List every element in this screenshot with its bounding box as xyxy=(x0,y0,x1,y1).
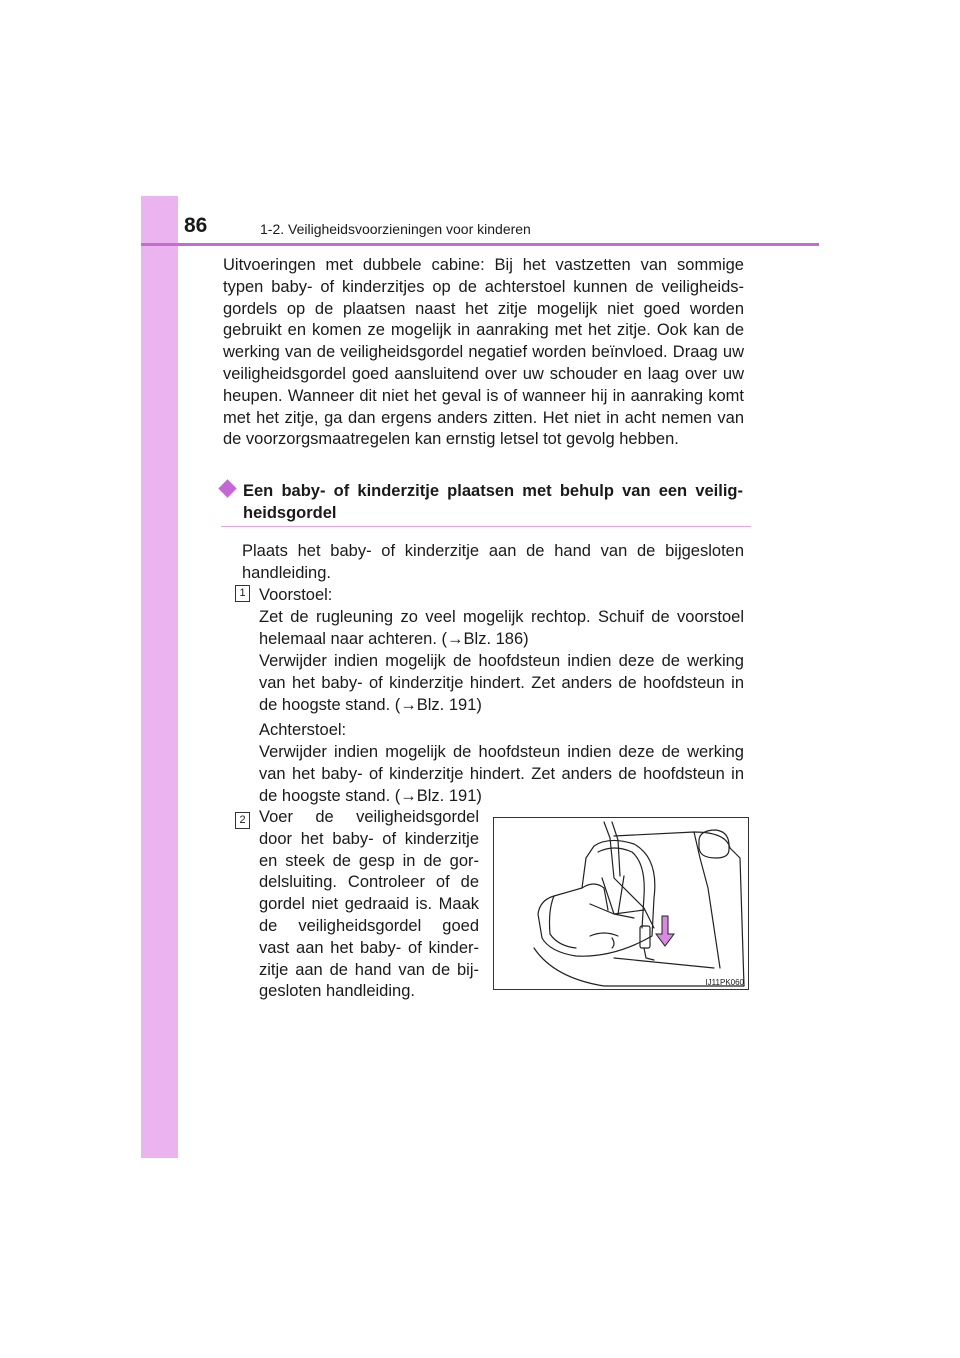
step-1-front-text-2: Verwijder indien mogelijk de hoofdsteun indien deze de werking van het baby- of kinderzitje hindert. Zet anders de hoofdsteun in de hoogste stand. (→Blz. 191) xyxy=(259,652,744,714)
child-seat-illustration xyxy=(493,817,749,990)
subheading: Een baby- of kinderzitje plaatsen met behulp van een veilig-heidsgordel xyxy=(243,482,743,522)
subheading-divider xyxy=(221,526,751,527)
child-seat-drawing xyxy=(494,818,748,989)
figure-code: IJ11PK060 xyxy=(705,978,744,987)
chapter-side-tab xyxy=(141,196,178,1158)
instruction-paragraph: Plaats het baby- of kinderzitje aan de hand van de bijgesloten handleiding. xyxy=(242,542,744,582)
caution-paragraph: Uitvoeringen met dubbele cabine: Bij het vastzetten van sommige typen baby- of kinderzitjes op de achterstoel kunnen de veiligheids-gordels op de plaatsen naast het zitje mogelijk niet goed worden gebruikt en komen ze mogelijk in aanraking met het zitje. Ook kan de werking van de veiligheidsgordel negatief worden beïnvloed. Draag uw veiligheidsgordel goed aansluitend over uw schouder en laag over uw heupen. Wanneer dit niet het geval is of wanneer hij in aanraking komt met het zitje, ga dan ergens anders zitten. Het niet in acht nemen van de voorzorgsmaatregelen kan ernstig letsel tot gevolg hebben. xyxy=(223,256,744,449)
diamond-bullet-icon xyxy=(218,479,236,497)
page-number: 86 xyxy=(184,214,208,237)
header-divider xyxy=(141,243,819,246)
step-2-badge: 2 xyxy=(235,812,250,829)
step-1-front-text-1: Zet de rugleuning zo veel mogelijk rechtop. Schuif de voorstoel helemaal naar achteren. (→Blz. 186) xyxy=(259,608,744,648)
step-1-rear-title: Achterstoel: xyxy=(259,721,347,739)
step-1-rear-text: Verwijder indien mogelijk de hoofdsteun indien deze de werking van het baby- of kinderzitje hindert. Zet anders de hoofdsteun in de hoogste stand. (→Blz. 191) xyxy=(259,743,744,805)
step-2-text: Voer de veiligheidsgordel door het baby- of kinderzitje en steek de gesp in de gor-delsluiting. Controleer of de gordel niet gedraaid is. Maak de veiligheidsgordel goed vast aan het baby- of kinder-zitje aan de hand van de bij-gesloten handleiding. xyxy=(259,808,479,1001)
arrow-down-icon xyxy=(656,916,674,946)
section-title: 1-2. Veiligheidsvoorzieningen voor kinderen xyxy=(260,221,531,237)
step-1-badge: 1 xyxy=(235,585,250,602)
step-1-front-title: Voorstoel: xyxy=(259,586,333,604)
